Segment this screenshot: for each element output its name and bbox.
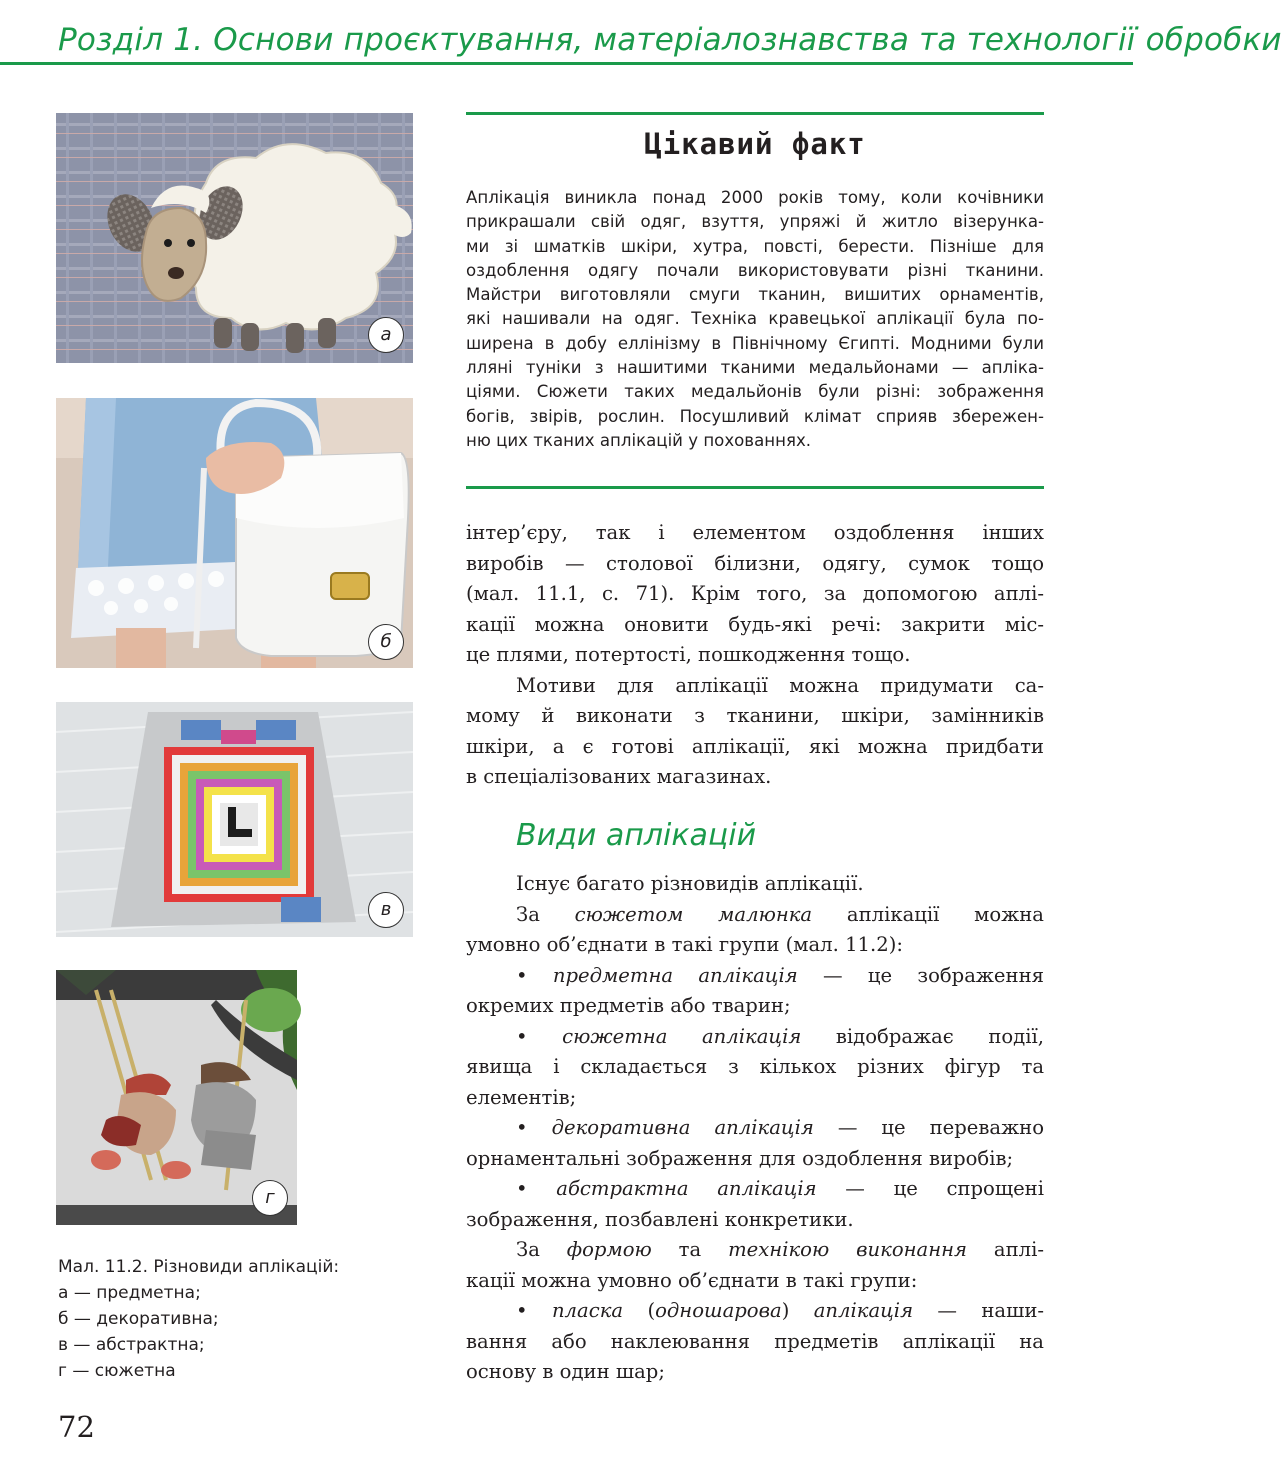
photo-decorative-bag bbox=[56, 398, 413, 668]
section-title: Види аплікацій bbox=[516, 818, 757, 853]
page-header bbox=[0, 0, 1282, 80]
fact-top-rule bbox=[466, 112, 1044, 115]
fact-line: які нашивали на одяг. Техніка кравецької аплікації була по- bbox=[466, 309, 1044, 329]
photo-label-v: в bbox=[368, 892, 404, 928]
body-text-lower bbox=[466, 869, 1044, 1388]
fact-line: Аплікація виникла понад 2000 років тому, коли кочівники bbox=[466, 188, 1044, 207]
paragraph-line: в спеціалізованих магазинах. bbox=[466, 765, 772, 788]
fact-bottom-rule bbox=[466, 486, 1044, 489]
fact-line: ню цих тканих аплікацій у похованнях. bbox=[466, 430, 812, 450]
list-item-line: зображення, позбавлені конкретики. bbox=[466, 1207, 854, 1231]
paragraph-line: шкіри, а є готові аплікації, які можна придбати bbox=[466, 734, 1044, 758]
page-number: 72 bbox=[58, 1410, 95, 1444]
paragraph-line: кації можна умовно об’єднати в такі групи: bbox=[466, 1268, 918, 1292]
paragraph-line: За сюжетом малюнка аплікації можна bbox=[516, 902, 1044, 926]
list-item-line: • пласка (одношарова) аплікація — наши- bbox=[516, 1299, 1045, 1322]
list-item-line: орнаментальні зображення для оздоблення виробів; bbox=[466, 1146, 1014, 1170]
list-item-line: вання або наклеювання предметів аплікації на bbox=[466, 1329, 1044, 1353]
paragraph-line: кації можна оновити будь-які речі: закрити міс- bbox=[466, 612, 1044, 636]
fact-line: оздоблення одягу почали використовувати різні тканини. bbox=[466, 260, 1044, 280]
photo-abstract-quilt bbox=[56, 702, 413, 937]
fact-line: ширена в добу еллінізму в Північному Єгипті. Модними були bbox=[466, 333, 1044, 353]
photo-label-g: г bbox=[252, 1180, 288, 1216]
body-text-upper bbox=[466, 518, 1044, 793]
fact-line: Майстри виготовляли смуги тканин, вишитих орнаментів, bbox=[466, 285, 1044, 305]
caption-item-v: в — абстрактна; bbox=[58, 1335, 205, 1355]
fact-text bbox=[466, 186, 1044, 453]
fact-line: ціями. Сюжети таких медальйонів були різні: зображення bbox=[466, 382, 1044, 402]
photo-label-b: б bbox=[368, 624, 404, 660]
caption-item-a: а — предметна; bbox=[58, 1283, 201, 1303]
list-item-line: • абстрактна аплікація — це спрощені bbox=[516, 1177, 1044, 1200]
caption-item-b: б — декоративна; bbox=[58, 1309, 219, 1329]
fact-title: Цікавий факт bbox=[644, 127, 866, 161]
photo-label-a: а bbox=[368, 317, 404, 353]
list-item-line: елементів; bbox=[466, 1085, 577, 1109]
list-item-line: основу в один шар; bbox=[466, 1360, 665, 1383]
caption-item-g: г — сюжетна bbox=[58, 1361, 176, 1381]
paragraph-line: це плями, потертості, пошкодження тощо. bbox=[466, 643, 911, 666]
list-item-line: окремих предметів або тварин; bbox=[466, 994, 791, 1017]
fact-line: ми зі шматків шкіри, хутра, повсті, берести. Пізніше для bbox=[466, 236, 1044, 256]
paragraph-line: інтер’єру, так і елементом оздоблення інших bbox=[466, 521, 1044, 544]
header-rule bbox=[0, 62, 1133, 65]
list-item-line: • предметна аплікація — це зображення bbox=[516, 963, 1045, 987]
paragraph-line: Існує багато різновидів аплікації. bbox=[516, 872, 864, 895]
photo-sheep-applique bbox=[56, 113, 413, 363]
list-item-line: • декоративна аплікація — це переважно bbox=[516, 1116, 1044, 1139]
paragraph-line: Мотиви для аплікації можна придумати са- bbox=[516, 673, 1044, 697]
photo-narrative-applique bbox=[56, 970, 297, 1225]
paragraph-line: мому й виконати з тканини, шкіри, замінників bbox=[466, 704, 1044, 727]
list-item-line: явища і складається з кількох різних фігур та bbox=[466, 1055, 1044, 1078]
chapter-title: Розділ 1. Основи проєктування, матеріалознавства та технології обробки bbox=[58, 22, 1282, 58]
fact-line: богів, звірів, рослин. Посушливий клімат сприяв збережен- bbox=[466, 406, 1044, 426]
caption-title: Мал. 11.2. Різновиди аплікацій: bbox=[58, 1257, 340, 1277]
fact-line: прикрашали свій одяг, взуття, упряжі й житло візерунка- bbox=[466, 212, 1044, 232]
list-item-line: • сюжетна аплікація відображає події, bbox=[516, 1024, 1044, 1048]
paragraph-line: умовно об’єднати в такі групи (мал. 11.2): bbox=[466, 933, 903, 956]
fact-line: лляні туніки з нашитими тканими медальйонами — апліка- bbox=[466, 358, 1044, 378]
figure-caption bbox=[58, 1254, 339, 1384]
interesting-fact-box bbox=[466, 112, 1044, 490]
paragraph-line: (мал. 11.1, с. 71). Крім того, за допомогою аплі- bbox=[466, 582, 1044, 605]
paragraph-line: виробів — столової білизни, одягу, сумок тощо bbox=[466, 551, 1044, 575]
paragraph-line: За формою та технікою виконання аплі- bbox=[516, 1238, 1044, 1261]
